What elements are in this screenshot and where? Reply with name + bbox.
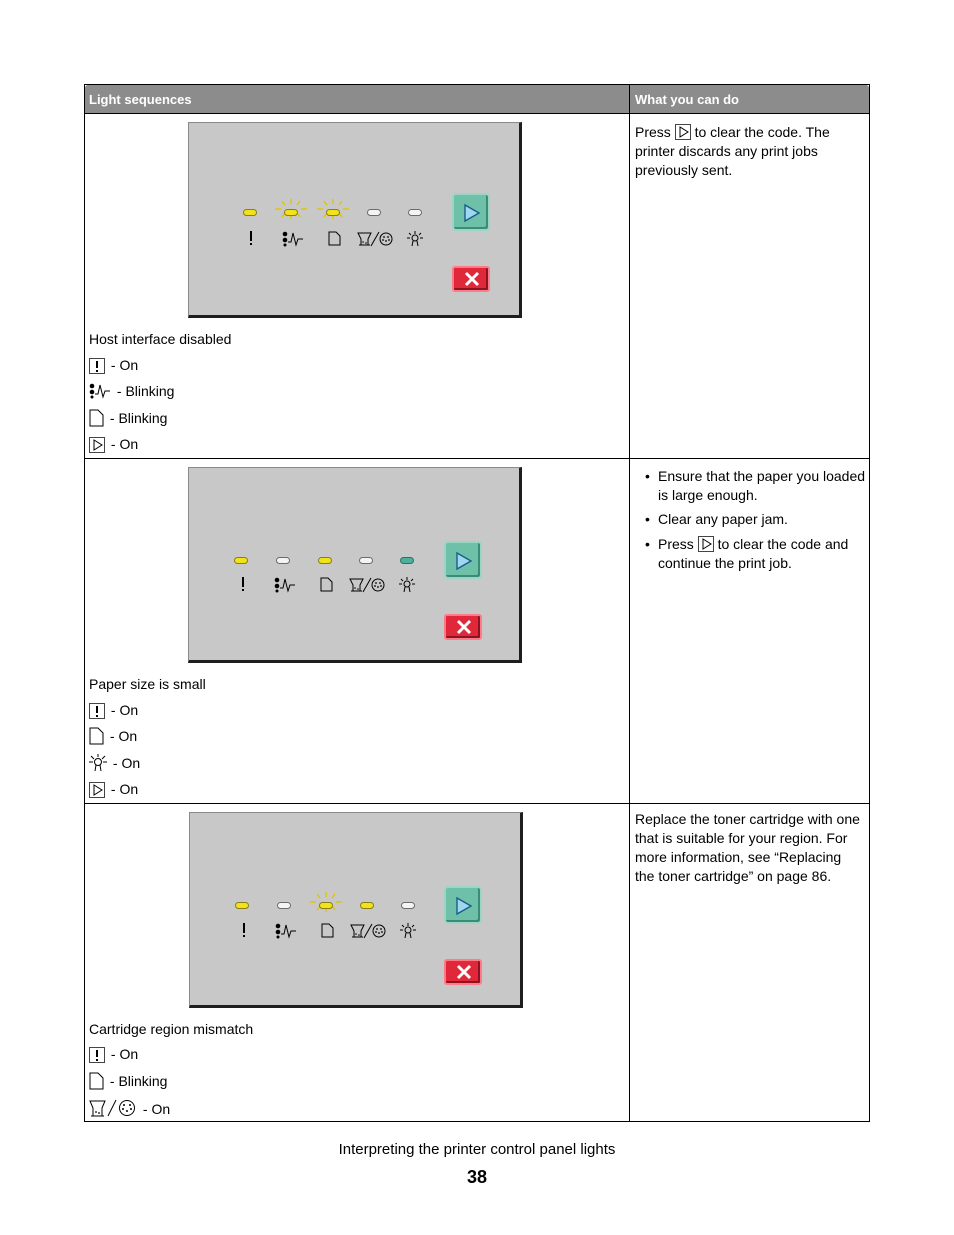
load-paper-light: [326, 209, 340, 216]
close-icon: [456, 619, 472, 635]
exclamation-icon: [89, 358, 105, 374]
exclamation-icon: [240, 577, 246, 592]
table-header: [85, 85, 869, 114]
toner-light: [367, 209, 381, 216]
load-paper-icon: [89, 727, 104, 745]
bullet-icon: •: [645, 536, 650, 552]
load-paper-icon: [320, 577, 333, 592]
paper-jam-icon: [274, 577, 296, 593]
ready-icon: [89, 754, 107, 772]
load-paper-icon: [328, 231, 341, 246]
header-what-you-can-do: What you can do: [635, 92, 739, 107]
stop-button: [444, 614, 482, 640]
list-item: • Ensure that the paper you loaded is large enough.: [645, 468, 866, 503]
legend-item: - On: [89, 435, 138, 453]
ready-light: [400, 557, 414, 564]
play-icon: [455, 551, 473, 571]
toner-light: [359, 557, 373, 564]
close-icon: [464, 271, 480, 287]
play-icon: [463, 203, 481, 223]
error-light: [234, 557, 248, 564]
action-text: Replace the toner cartridge with one that is suitable for your region. For more information, see “Replacing the toner cartridge” on page 86.: [635, 811, 860, 884]
section-title: Interpreting the printer control panel lights: [338, 1141, 616, 1158]
paper-jam-icon: [282, 231, 304, 247]
load-paper-light: [318, 557, 332, 564]
legend-item: - On: [89, 727, 137, 745]
paper-jam-light: [277, 902, 291, 909]
continue-button: [444, 886, 482, 924]
list-item: • Clear any paper jam.: [645, 511, 788, 527]
legend-item: - On: [89, 356, 138, 374]
control-panel-illustration: [188, 122, 522, 318]
toner-drum-icon: [349, 577, 387, 593]
load-paper-icon: [321, 923, 334, 938]
exclamation-icon: [248, 231, 254, 246]
header-light-sequences: Light sequences: [89, 92, 192, 107]
legend-item: - Blinking: [89, 1072, 167, 1090]
load-paper-icon: [89, 409, 104, 427]
paper-jam-icon: [275, 923, 297, 939]
legend-item: - Blinking: [89, 409, 167, 427]
column-divider: [629, 85, 630, 1121]
load-paper-light: [319, 902, 333, 909]
legend-item: - On: [89, 754, 140, 772]
continue-button: [444, 541, 482, 579]
close-icon: [456, 964, 472, 980]
error-light: [243, 209, 257, 216]
toner-drum-icon: [89, 1099, 137, 1118]
paper-jam-light: [276, 557, 290, 564]
paper-jam-icon: [89, 383, 111, 400]
continue-button: [452, 193, 490, 231]
row-divider: [85, 458, 869, 459]
action-text: Press to clear the code. The printer discards any print jobs previously sent.: [635, 124, 830, 178]
exclamation-icon: [89, 1047, 105, 1063]
legend-item: - On: [89, 1045, 138, 1063]
stop-button: [444, 959, 482, 985]
light-sequence-table: [84, 84, 870, 1122]
control-panel-illustration: [189, 812, 523, 1008]
continue-icon: [89, 782, 105, 798]
ready-icon: [399, 577, 415, 593]
exclamation-icon: [241, 923, 247, 938]
ready-light: [408, 209, 422, 216]
load-paper-icon: [89, 1072, 104, 1090]
control-panel-illustration: [188, 467, 522, 663]
bullet-icon: •: [645, 511, 650, 527]
ready-icon: [400, 923, 416, 939]
paper-jam-light: [284, 209, 298, 216]
row-divider: [85, 803, 869, 804]
continue-icon: [675, 124, 691, 140]
play-icon: [455, 896, 473, 916]
toner-drum-icon: [357, 231, 395, 247]
row-title: Host interface disabled: [89, 331, 232, 347]
legend-item: - On: [89, 780, 138, 798]
continue-icon: [698, 536, 714, 552]
list-item: • Press to clear the code and continue the print job.: [645, 536, 849, 571]
bullet-icon: •: [645, 468, 650, 484]
stop-button: [452, 266, 490, 292]
ready-icon: [407, 231, 423, 247]
continue-icon: [89, 437, 105, 453]
toner-drum-icon: [350, 923, 388, 939]
ready-light: [401, 902, 415, 909]
page-number: 38: [466, 1167, 488, 1187]
row-title: Cartridge region mismatch: [89, 1021, 254, 1037]
toner-light: [360, 902, 374, 909]
legend-item: - On: [89, 1099, 170, 1118]
legend-item: - Blinking: [89, 382, 174, 400]
exclamation-icon: [89, 703, 105, 719]
error-light: [235, 902, 249, 909]
legend-item: - On: [89, 701, 138, 719]
row-title: Paper size is small: [89, 676, 206, 692]
